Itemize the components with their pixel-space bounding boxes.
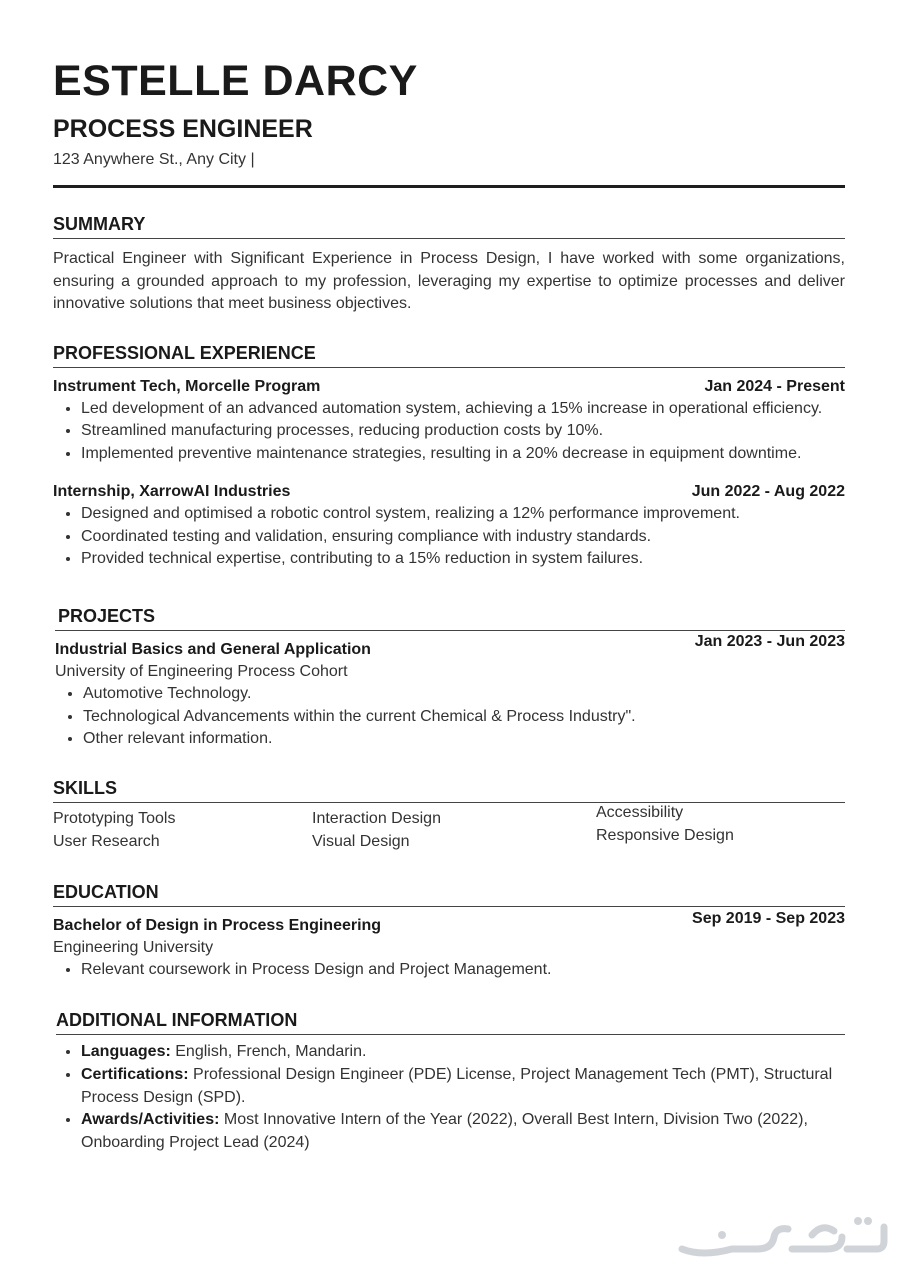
education-entry [53,909,845,982]
education-degree: Bachelor of Design in Process Engineering [53,916,382,934]
project-name: Industrial Basics and General Application [55,641,371,659]
skill-item: Prototyping Tools [53,809,176,827]
education-bullets [53,959,845,982]
job-dates: Jan 2024 - Present [704,377,845,395]
job-role: Instrument Tech, Morcelle Program [53,377,321,395]
summary-section [53,213,845,316]
additional-section [56,1009,845,1154]
resume-page [53,58,845,1154]
candidate-name: ESTELLE DARCY [53,57,418,105]
skills-column [596,801,845,853]
projects-section [55,605,845,751]
additional-item [81,1041,845,1064]
project-dates: Jan 2023 - Jun 2023 [694,633,845,651]
additional-title: ADDITIONAL INFORMATION [56,1009,845,1035]
job-bullet: • Designed and optimised a robotic control system, realizing a 12% performance improvement. [81,503,845,526]
additional-item [81,1064,845,1109]
additional-item [81,1109,845,1154]
project-bullet: • Other relevant information. [83,728,845,751]
job-bullet: • Coordinated testing and validation, ensuring compliance with industry standards. [81,526,845,549]
project-bullet: • Automotive Technology. [83,683,845,706]
job-bullet: • Provided technical expertise, contributing to a 15% reduction in system failures. [81,548,845,571]
education-section [53,881,845,982]
job-dates: Jun 2022 - Aug 2022 [691,483,845,501]
projects-title: PROJECTS [55,605,845,631]
job-bullet: • Implemented preventive maintenance strategies, resulting in a 20% decrease in equipment downtime. [81,443,845,466]
skill-item: Responsive Design [596,826,734,844]
education-bullet: • Relevant coursework in Process Design and Project Management. [81,959,845,982]
candidate-address: 123 Anywhere St., Any City | [53,151,255,168]
job-entry [53,376,845,466]
skills-column [312,807,596,853]
project-org: University of Engineering Process Cohort [55,663,348,681]
skill-item: Visual Design [312,832,410,850]
header-divider [53,185,845,188]
job-bullet: • Led development of an advanced automation system, achieving a 15% increase in operational efficiency. [81,398,845,421]
additional-text: Professional Design Engineer (PDE) License, Project Management Tech (PMT), Structural Process Design (SPD). [81,1066,833,1106]
skill-item: Accessibility [596,803,684,821]
job-role: Internship, XarrowAI Industries [53,483,291,501]
skill-item: User Research [53,832,160,850]
project-bullet: • Technological Advancements within the current Chemical & Process Industry". [83,706,845,729]
additional-text: Most Innovative Intern of the Year (2022), Overall Best Intern, Division Two (2022), Onboarding Project Lead (2024) [81,1111,808,1151]
experience-section [53,342,845,572]
skills-title: SKILLS [53,777,845,803]
additional-text: English, French, Mandarin. [175,1043,367,1061]
summary-title: SUMMARY [53,213,845,239]
summary-text: Practical Engineer with Significant Experience in Process Design, I have worked with some organizations, ensuring a grounded approach to my profession, leveraging my expertise to optimize processes and deliver innovative solutions that meet business objectives. [53,250,845,312]
job-bullets [53,398,845,466]
additional-label: Languages: [81,1043,171,1061]
haraj-logo-watermark-icon [662,1205,892,1265]
candidate-role: PROCESS ENGINEER [53,115,313,143]
additional-label: Awards/Activities: [81,1111,220,1129]
skill-item: Interaction Design [312,809,441,827]
project-bullets [55,683,845,751]
skills-grid [53,803,845,853]
skills-column [53,807,312,853]
education-dates: Sep 2019 - Sep 2023 [692,909,845,927]
job-bullets [53,503,845,571]
education-title: EDUCATION [53,881,845,907]
project-entry [55,633,845,751]
additional-list [56,1041,845,1154]
skills-section [53,777,845,853]
education-school: Engineering University [53,938,214,956]
experience-title: PROFESSIONAL EXPERIENCE [53,342,845,368]
job-bullet: • Streamlined manufacturing processes, reducing production costs by 10%. [81,420,845,443]
additional-label: Certifications: [81,1066,189,1084]
job-entry [53,481,845,571]
